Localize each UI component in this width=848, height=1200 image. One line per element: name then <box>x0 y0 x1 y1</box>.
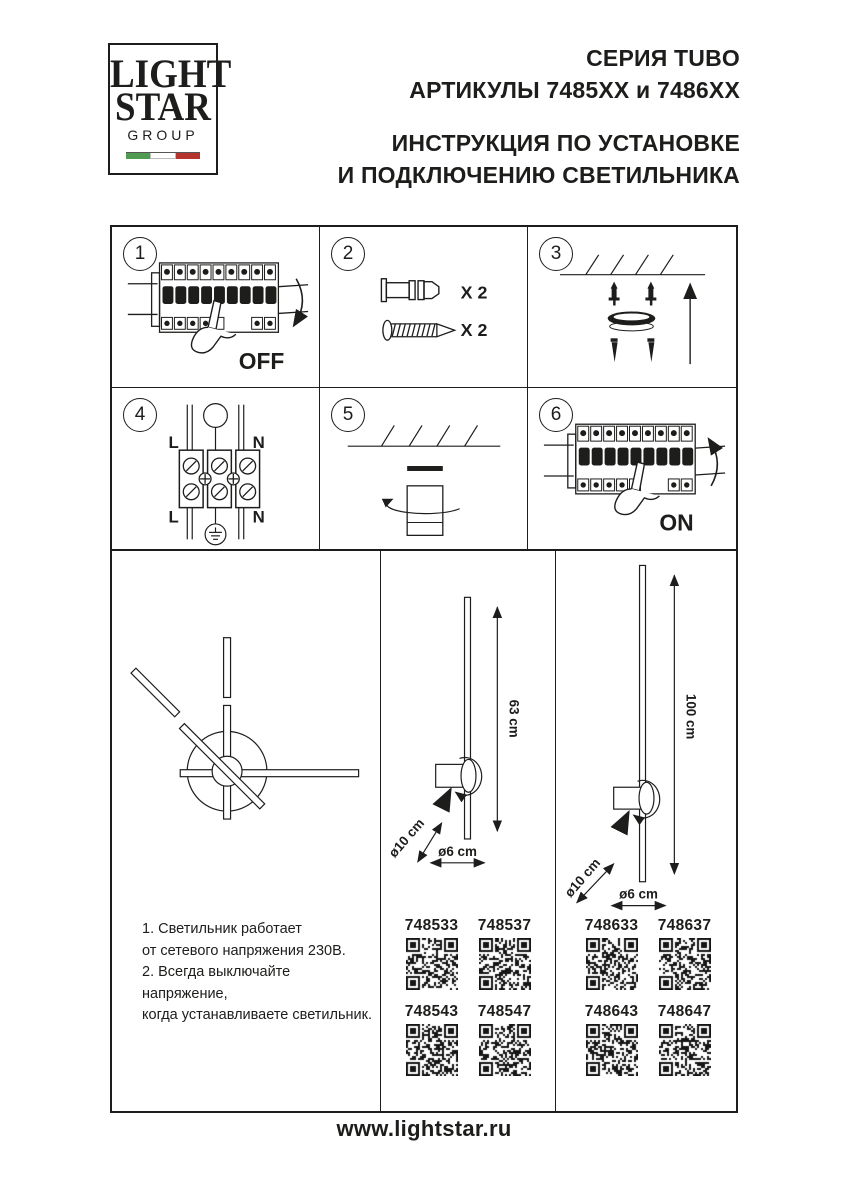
fixture-body <box>407 486 443 536</box>
flag-white <box>150 153 176 159</box>
product-100cm-panel <box>555 551 740 1111</box>
label-line-bottom: L <box>168 507 179 527</box>
qr-code <box>659 1024 711 1076</box>
ceiling-hatch <box>560 255 705 275</box>
screw-qty: X 2 <box>460 320 488 341</box>
article-748543 <box>404 1003 460 1076</box>
logo-word-light: LIGHT <box>110 52 232 97</box>
step-3-number: 3 <box>539 237 573 271</box>
article-number: 748543 <box>404 1003 459 1020</box>
article-748637 <box>657 917 713 990</box>
step-3-panel <box>528 227 736 388</box>
qr-code <box>586 938 638 990</box>
label-line-top: L <box>168 433 179 453</box>
article-number: 748633 <box>584 917 639 934</box>
on-label: ON <box>659 509 694 536</box>
header <box>338 42 740 191</box>
plan-view-panel <box>112 551 380 1111</box>
article-748547 <box>477 1003 533 1076</box>
articles-63cm <box>381 917 555 1076</box>
note-line-2: от сетевого напряжения 230В. <box>142 942 346 959</box>
dowel-icons <box>609 282 657 306</box>
article-748537 <box>477 917 533 990</box>
italian-flag-bar <box>126 152 200 159</box>
qr-code <box>659 938 711 990</box>
step-2-number: 2 <box>331 237 365 271</box>
fixture-top-view-drawing <box>112 551 380 1111</box>
article-number: 748643 <box>584 1003 639 1020</box>
qr-code <box>479 938 531 990</box>
installation-steps-grid <box>110 225 738 551</box>
product-63cm-panel <box>380 551 555 1111</box>
qr-code <box>586 1024 638 1076</box>
step-5-number: 5 <box>331 398 365 432</box>
lightstar-logo <box>108 43 232 175</box>
flag-green <box>126 153 150 159</box>
canopy-icon <box>608 311 656 330</box>
logo-word-star: STAR <box>115 85 211 130</box>
canopy-diameter-label: ø10 cm <box>561 855 604 901</box>
article-number: 748547 <box>477 1003 532 1020</box>
canopy-diameter-label: ø10 cm <box>385 815 428 861</box>
article-number: 748647 <box>657 1003 712 1020</box>
qr-code <box>406 1024 458 1076</box>
instruction-title-line2: И ПОДКЛЮЧЕНИЮ СВЕТИЛЬНИКА <box>337 162 740 188</box>
off-label: OFF <box>238 347 285 374</box>
safety-notes <box>142 919 374 1027</box>
step-6-number: 6 <box>539 398 573 432</box>
flag-red <box>176 153 200 159</box>
step-4-number: 4 <box>123 398 157 432</box>
article-748633 <box>584 917 640 990</box>
ground-symbol-icon <box>205 524 226 545</box>
label-neutral-bottom: N <box>252 507 265 527</box>
step-5-panel <box>320 388 528 549</box>
step-1-panel <box>112 227 320 388</box>
website-url: www.lightstar.ru <box>336 1116 512 1141</box>
logo-word-group: GROUP <box>127 127 199 143</box>
note-line-3: 2. Всегда выключайте напряжение, <box>142 964 291 1002</box>
wall-plug-qty: X 2 <box>460 282 488 303</box>
label-neutral-top: N <box>252 433 265 453</box>
instruction-title-line1: ИНСТРУКЦИЯ ПО УСТАНОВКЕ <box>391 130 740 156</box>
mounting-plate <box>407 466 443 471</box>
articles-line: АРТИКУЛЫ 7485XX и 7486XX <box>409 77 740 103</box>
article-748643 <box>584 1003 640 1076</box>
diameter-label: ø6 cm <box>438 843 477 859</box>
height-dimension-label: 63 cm <box>506 699 522 738</box>
note-line-1: 1. Светильник работает <box>142 921 302 937</box>
article-number: 748637 <box>657 917 712 934</box>
product-overview-section <box>110 551 738 1113</box>
series-title: СЕРИЯ TUBO <box>586 45 740 71</box>
screw-icon <box>383 320 455 340</box>
arrow-up-icon <box>710 441 717 486</box>
height-dimension-label: 100 cm <box>683 693 699 740</box>
screw-icons <box>611 338 655 362</box>
ceiling-hatch <box>348 425 501 446</box>
article-number: 748537 <box>477 917 532 934</box>
qr-code <box>406 938 458 990</box>
step-4-panel <box>112 388 320 549</box>
article-748647 <box>657 1003 713 1076</box>
step-6-panel <box>528 388 736 549</box>
diameter-label: ø6 cm <box>619 886 658 902</box>
note-line-4: когда устанавливаете светильник. <box>142 1007 373 1023</box>
articles-100cm <box>556 917 740 1076</box>
wall-plug-icon <box>381 279 438 302</box>
qr-code <box>479 1024 531 1076</box>
article-number: 748533 <box>404 917 459 934</box>
step-2-panel <box>320 227 528 388</box>
article-748533 <box>404 917 460 990</box>
step-1-number: 1 <box>123 237 157 271</box>
